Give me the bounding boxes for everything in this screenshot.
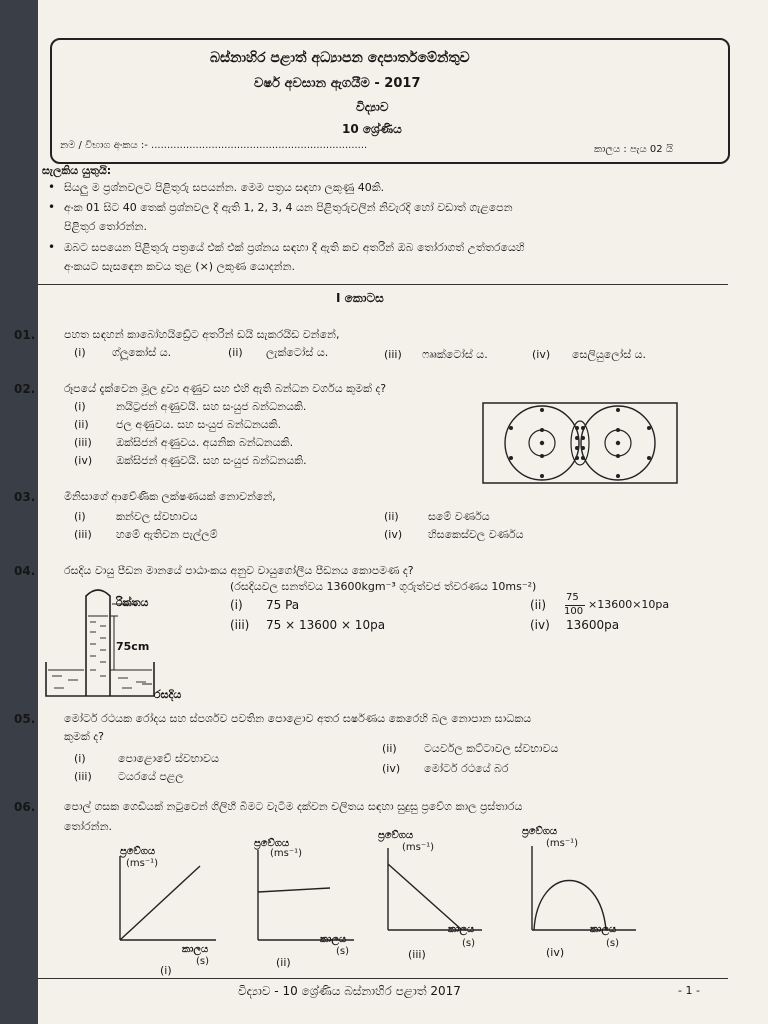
section-divider (38, 284, 728, 285)
q02-opt-i: නයිට්‍රජන් අණුවයි. සහ සංයුජ බන්ධනයකි. (116, 400, 307, 413)
q06-graph-iii-yunit: (ms⁻¹) (402, 842, 435, 853)
exam-page (14, 0, 768, 1024)
q06-graph-iii (372, 834, 502, 970)
q02-text: රූපයේ දැක්වෙන මූල ද්‍රව්‍ය අණුව සහ එහි ඇති බන්ධන වර්ගය කුමක් ද? (64, 382, 387, 395)
q05-text: මෝටර් රථයක රෝදය සහ ස්පර්ශව පවතින පොළොව අතර ඝර්ෂණය කෙරෙහි බල නොපාන සාධකය (64, 712, 532, 725)
q06-graph-iii-xlabel: කාලය (448, 924, 475, 935)
bullet-2: • (48, 200, 56, 214)
q01-opt-ii-label: (ii) (228, 346, 243, 359)
q06-graph-ii-yunit: (ms⁻¹) (270, 848, 303, 859)
q02-opt-iv-label: (iv) (74, 454, 93, 467)
q04-opt-ii-denominator: 100 (564, 606, 584, 617)
q05-opt-iii-label: (iii) (74, 770, 92, 783)
q02-opt-iii-label: (iii) (74, 436, 92, 449)
q06-graph-ii-ylabel: ප්‍රවේගය (254, 838, 290, 849)
q06-text: පොල් ගසක ගෙඩියක් නටුවෙන් ගිලිහී බිමට වැටීම දක්වන චලිතය සඳහා සුදුසු ප්‍රවේග කාල ප්‍රස්තාරය (64, 800, 523, 813)
q06-graph-i-xunit: (s) (196, 956, 210, 967)
instruction-2-cont: පිළිතුර තෝරන්න. (64, 220, 147, 233)
q03-opt-iv: හිසකෙස්වල වර්ණය (428, 528, 524, 541)
q06-graph-iv-yunit: (ms⁻¹) (546, 838, 579, 849)
q03-opt-iv-label: (iv) (384, 528, 403, 541)
q06-graph-iv-xlabel: කාලය (590, 924, 617, 935)
q05-number: 05. (14, 712, 36, 726)
footer-rule (38, 978, 728, 979)
time-allowed: කාලය : පැය 02 යි (594, 144, 673, 155)
q06-number: 06. (14, 800, 36, 814)
q06-graph-i-label: (i) (160, 964, 172, 977)
q04-height-label: 75cm (116, 640, 150, 653)
q01-number: 01. (14, 328, 36, 342)
exam-title: වර්ෂ අවසාන ඇගයීම - 2017 (254, 76, 421, 91)
q05-opt-iv-label: (iv) (382, 762, 401, 775)
q05-opt-i: පොළොවේ ස්වභාවය (118, 752, 219, 765)
q06-graph-iv-curve (534, 881, 606, 931)
q04-opt-i: 75 Pa (266, 598, 300, 612)
q04-opt-iii-label: (iii) (230, 618, 250, 632)
q02-opt-i-label: (i) (74, 400, 86, 413)
q03-text: මිනිසාගේ ආවේණික ලක්ෂණයක් නොවන්නේ, (64, 490, 276, 503)
footer-text: විද්‍යාව - 10 ශ්‍රේණිය බස්නාහිර පළාත් 2017 (238, 984, 461, 998)
q05-opt-ii-label: (ii) (382, 742, 397, 755)
q02-molecule-diagram (482, 402, 678, 484)
q03-opt-ii: සමේ වර්ණය (428, 510, 490, 523)
q06-graph-i-line (120, 866, 200, 940)
name-field-label: නම / විභාග අංකය :- .................................................................... (60, 140, 368, 151)
q02-opt-iii: ඔක්සිජන් අණුවය. අයනික බන්ධනයකි. (116, 436, 294, 449)
q01-opt-i-label: (i) (74, 346, 86, 359)
instruction-1: සියලු ම ප්‍රශ්නවලට පිළිතුරු සපයන්න. මෙම පත්‍රය සඳහා ලකුණු 40කි. (64, 181, 385, 194)
q04-number: 04. (14, 564, 36, 578)
q06-graph-iii-label: (iii) (408, 948, 426, 961)
q01-text: පහත සඳහන් කාබෝහයිඩ්‍රේට අතරින් ඩයි සැකරයිඩ වන්නේ, (64, 328, 340, 341)
instruction-2: අංක 01 සිට 40 තෙක් ප්‍රශ්නවල දී ඇති 1, 2, 3, 4 යන පිළිතුරුවලින් නිවැරදි හෝ වඩාත් ගැළපෙන (64, 201, 513, 214)
q03-opt-iii: හමේ ඇතිවන පැල්ලම් (116, 528, 218, 541)
q06-graph-iv-ylabel: ප්‍රවේගය (522, 826, 558, 837)
q05-opt-ii: ටයර්වල කට්ටාවල ස්වභාවය (424, 742, 559, 755)
instruction-3: ඔබට සපයෙන පිළිතුරු පත්‍රයේ එක් එක් ප්‍රශ්නය සඳහා දී ඇති කව අතරින් ඔබ තෝරාගත් උත්තරයෙහි (64, 241, 525, 254)
q04-given: (රසදියවල ඝනත්වය 13600kgm⁻³ ගුරුත්වජ ත්වරණය 10ms⁻²) (230, 580, 537, 593)
q04-opt-ii-rest: ×13600×10pa (588, 598, 670, 611)
section-title: I කොටස (336, 291, 384, 305)
q06-graph-iv-label: (iv) (546, 946, 565, 959)
q06-graph-iii-line (388, 864, 462, 930)
q03-number: 03. (14, 490, 36, 504)
q06-graph-iv-xunit: (s) (606, 938, 620, 949)
q05-opt-i-label: (i) (74, 752, 86, 765)
q04-opt-iii: 75 × 13600 × 10pa (266, 618, 386, 632)
q01-opt-iii: ෆෲක්ටෝස් ය. (422, 348, 488, 361)
q04-mercury-label: රසදිය (154, 688, 182, 701)
q02-opt-ii: ජල අණුවය. සහ සංයුජ බන්ධනයකි. (116, 418, 282, 431)
q06-graph-ii-xunit: (s) (336, 946, 350, 957)
q06-graph-i-ylabel: ප්‍රවේගය (120, 846, 156, 857)
q06-graph-iii-ylabel: ප්‍රවේගය (378, 830, 414, 841)
bullet-3: • (48, 240, 56, 254)
q05-opt-iv: මෝටර් රථයේ බර (424, 762, 509, 775)
q06-graph-iii-xunit: (s) (462, 938, 476, 949)
page-number: - 1 - (678, 984, 700, 997)
q03-opt-iii-label: (iii) (74, 528, 92, 541)
grade-title: 10 ශ්‍රේණිය (342, 122, 402, 136)
department-title: බස්නාහිර පළාත් අධ්‍යාපන දෙපාර්තමේන්තුව (210, 50, 470, 66)
bullet-1: • (48, 180, 56, 194)
q04-opt-iv: 13600pa (566, 618, 620, 632)
q03-opt-i-label: (i) (74, 510, 86, 523)
q06-graph-ii-line (258, 888, 330, 892)
q06-text-cont: තෝරන්න. (64, 820, 113, 833)
q04-opt-i-label: (i) (230, 598, 243, 612)
q06-graph-ii (244, 836, 374, 972)
q04-text: රසදිය වායු පීඩන මානයේ පාඨාංකය අනුව වායුගෝලීය පීඩනය කොපමණ ද? (64, 564, 414, 577)
q06-graph-ii-label: (ii) (276, 956, 291, 969)
instruction-3-cont: අංකයට සැසඳෙන කවය තුළ (×) ලකුණ යොදන්න. (64, 260, 296, 273)
q01-opt-i: ග්ලූකෝස් ය. (112, 346, 172, 359)
q06-graph-ii-xlabel: කාලය (320, 934, 347, 945)
q05-text-cont: කුමක් ද? (64, 730, 104, 743)
q03-opt-i: කන්වල ස්වභාවය (116, 510, 198, 523)
q01-opt-iii-label: (iii) (384, 348, 402, 361)
q01-opt-iv: සෙලියුලෝස් ය. (572, 348, 647, 361)
instructions-title: සැලකිය යුතුයි: (42, 164, 112, 177)
q05-opt-iii: ටයරයේ පළල (118, 770, 184, 783)
q04-vacuum-label: රික්තය (116, 596, 149, 609)
q06-graph-iv (516, 834, 656, 970)
q04-opt-ii-label: (ii) (530, 598, 547, 612)
q01-opt-iv-label: (iv) (532, 348, 551, 361)
subject-title: විද්‍යාව (356, 100, 389, 114)
q03-opt-ii-label: (ii) (384, 510, 399, 523)
q06-graph-i-xlabel: කාලය (182, 944, 209, 955)
q02-opt-iv: ඔක්සිජන් අණුවයි. සහ සංයුජ බන්ධනයකි. (116, 454, 307, 467)
q01-opt-ii: ලැක්ටෝස් ය. (266, 346, 329, 359)
q04-opt-iv-label: (iv) (530, 618, 550, 632)
q04-opt-ii-numerator: 75 (566, 592, 579, 603)
q02-number: 02. (14, 382, 36, 396)
q02-opt-ii-label: (ii) (74, 418, 89, 431)
q06-graph-i-yunit: (ms⁻¹) (126, 858, 159, 869)
